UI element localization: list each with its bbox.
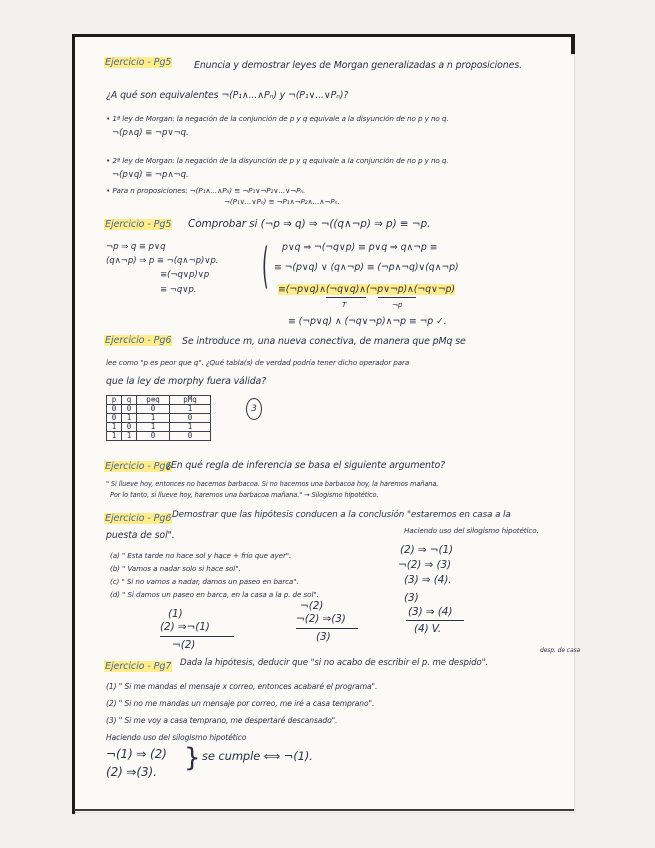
header-xor: p⊕q <box>137 396 170 405</box>
exercise-3-text-3: que la ley de morphy fuera válida? <box>106 376 267 387</box>
exercise-6-brace: } <box>184 743 201 773</box>
exercise-5-step-5: (3) ⇒ (4) <box>408 606 453 618</box>
exercise-5-text: Demostrar que las hipótesis conducen a la conclusión "estaremos en casa a la <box>172 510 511 520</box>
exercise-5-left-3: ¬(2) <box>172 639 196 651</box>
page-edge-top <box>74 34 574 37</box>
premise-3: (3) " Si me voy a casa temprano, me despertaré descansado". <box>106 716 338 725</box>
exercise-5-title: Ejercicio - Pg6 <box>105 513 172 524</box>
exercise-1-n-props: • Para n proposiciones: ¬(P₁∧...∧Pₙ) ≡ ¬P₁∨¬P₂∨...∨¬Pₙ. <box>106 186 306 195</box>
hypothesis-a: (a) " Esta tarde no hace sol y hace + frío que ayer". <box>110 551 292 560</box>
exercise-4-title: Ejercicio - Pg6 <box>105 461 172 472</box>
exercise-5-step-3: (3) ⇒ (4). <box>404 574 452 586</box>
exercise-5-right-rule <box>406 620 464 621</box>
exercise-6-step-1: ¬(1) ⇒ (2) <box>106 747 167 761</box>
exercise-1-n-props-formula: ¬(P₁∨...∨Pₙ) ≡ ¬P₁∧¬P₂∧...∧¬Pₙ. <box>224 197 340 206</box>
exercise-1-question: ¿A qué son equivalentes ¬(P₁∧...∧Pₙ) y ¬(P₁∨...∨Pₙ)? <box>106 90 349 101</box>
exercise-5-left-1: (1) <box>168 608 183 620</box>
page-edge-bottom <box>74 809 574 811</box>
exercise-2-right-1: p∨q ⇒ ¬(¬q∨p) ≡ p∨q ⇒ q∧¬p ≡ <box>282 242 438 253</box>
header-pmq: pMq <box>170 396 211 405</box>
exercise-5-step-6: (4) V. <box>414 623 441 635</box>
truth-table-header <box>107 396 211 405</box>
exercise-4-text: ¿En qué regla de inferencia se basa el siguiente argumento? <box>166 460 445 471</box>
exercise-5-mid-1: ¬(2) <box>300 600 324 612</box>
exercise-4-quote-1: " Si llueve hoy, entonces no hacemos barbacoa. Si no hacemos una barbacoa hoy, la haremos mañana. <box>106 480 439 488</box>
exercise-5-mid-2: ¬(2) ⇒(3) <box>296 613 346 625</box>
exercise-2-underbrace-1 <box>326 297 366 298</box>
truth-table-row: 0 0 0 1 <box>107 405 211 414</box>
exercise-5-step-4: (3) <box>404 592 419 604</box>
exercise-3-text: Se introduce m, una nueva conectiva, de manera que pMq se <box>182 336 466 347</box>
exercise-1-law-2: • 2ª ley de Morgan: la negación de la disyunción de p y q equivale a la conjunción de no p y no q. <box>106 156 449 165</box>
exercise-6-step-2: (2) ⇒(3). <box>106 765 157 779</box>
exercise-2-not-p-label: ¬p <box>392 300 403 309</box>
exercise-2-left-1: ¬p ⇒ q ≡ p∨q <box>106 242 166 252</box>
exercise-2-right-2: ≡ ¬(p∨q) ∨ (q∧¬p) ≡ (¬p∧¬q)∨(q∧¬p) <box>274 262 459 273</box>
exercise-6-title: Ejercicio - Pg7 <box>105 661 172 672</box>
exercise-6-conclusion: se cumple ⟺ ¬(1). <box>202 749 313 763</box>
exercise-1-title: Ejercicio - Pg5 <box>105 57 172 68</box>
hypothesis-c: (c) " Si no vamos a nadar, damos un paseo en barca". <box>110 577 299 586</box>
exercise-5-text-2: puesta de sol". <box>106 530 175 541</box>
exercise-2-left-3: ≡(¬q∨p)∨p <box>160 270 210 280</box>
exercise-1-law-2-formula: ¬(p∨q) ≡ ¬p∧¬q. <box>112 170 189 180</box>
exercise-2-underbrace-2 <box>378 297 416 298</box>
hypothesis-b: (b) " Vamos a nadar solo si hace sol". <box>110 564 241 573</box>
circled-number: 3 <box>246 398 262 420</box>
truth-table-row: 1 0 1 1 <box>107 423 211 432</box>
exercise-2-brace: ( <box>262 238 269 294</box>
exercise-6-method: Haciendo uso del silogismo hipotético <box>106 733 247 742</box>
header-q: q <box>122 396 137 405</box>
exercise-5-step-2: ¬(2) ⇒ (3) <box>398 559 452 571</box>
page-edge-left <box>72 34 75 814</box>
exercise-2-right-3: ≡(¬p∨q)∧(¬q∨q)∧(¬p∨¬p)∧(¬q∨¬p) <box>278 284 455 295</box>
exercise-5-mid-rule <box>296 628 358 629</box>
hypothesis-d: (d) " Si damos un paseo en barca, en la casa a la p. de sol". <box>110 590 319 599</box>
exercise-4-quote-2: Por lo tanto, si llueve hoy, haremos una barbacoa mañana." → Silogismo hipotético. <box>110 491 379 499</box>
exercise-2-text: Comprobar si (¬p ⇒ q) ⇒ ¬((q∧¬p) ⇒ p) ≡ ¬p. <box>188 218 431 230</box>
truth-table-row: 0 1 1 0 <box>107 414 211 423</box>
exercise-3-text-2: lee como "p es peor que q". ¿Qué tabla(s) de verdad podría tener dicho operador para <box>106 358 410 367</box>
exercise-2-left-4: ≡ ¬q∨p. <box>160 285 197 295</box>
truth-table <box>106 395 211 441</box>
truth-table-row: 1 1 0 0 <box>107 432 211 441</box>
exercise-5-step-1: (2) ⇒ ¬(1) <box>400 544 454 556</box>
exercise-1-law-1: • 1ª ley de Morgan: la negación de la conjunción de p y q equivale a la disyunción de no p y no q. <box>106 114 449 123</box>
exercise-5-left-rule <box>160 636 234 637</box>
exercise-1-law-1-formula: ¬(p∧q) ≡ ¬p∨¬q. <box>112 128 189 138</box>
exercise-2-title: Ejercicio - Pg5 <box>105 219 172 230</box>
exercise-5-left-2: (2) ⇒¬(1) <box>160 621 210 633</box>
premise-2: (2) " Si no me mandas un mensaje por correo, me iré a casa temprano". <box>106 699 375 708</box>
exercise-2-true-label: T <box>342 300 347 309</box>
exercise-5-mid-3: (3) <box>316 631 331 643</box>
premise-1: (1) " Si me mandas el mensaje x correo, entonces acabaré el programa". <box>106 682 378 691</box>
header-p: p <box>107 396 122 405</box>
exercise-5-side-note: Haciendo uso del silogismo hipotético. <box>404 526 539 535</box>
exercise-2-left-2: (q∧¬p) ⇒ p ≡ ¬(q∧¬p)∨p. <box>106 256 219 266</box>
exercise-6-text: Dada la hipótesis, deducir que "si no acabo de escribir el p. me despido". <box>180 658 489 668</box>
exercise-2-result: ≡ (¬p∨q) ∧ (¬q∨¬p)∧¬p ≡ ¬p ✓. <box>288 316 447 327</box>
exercise-1-text: Enuncia y demostrar leyes de Morgan generalizadas a n proposiciones. <box>194 60 522 71</box>
exercise-3-title: Ejercicio - Pg6 <box>105 335 172 346</box>
page-edge-right <box>571 34 575 54</box>
exercise-6-superscript: desp. de casa <box>540 647 581 654</box>
